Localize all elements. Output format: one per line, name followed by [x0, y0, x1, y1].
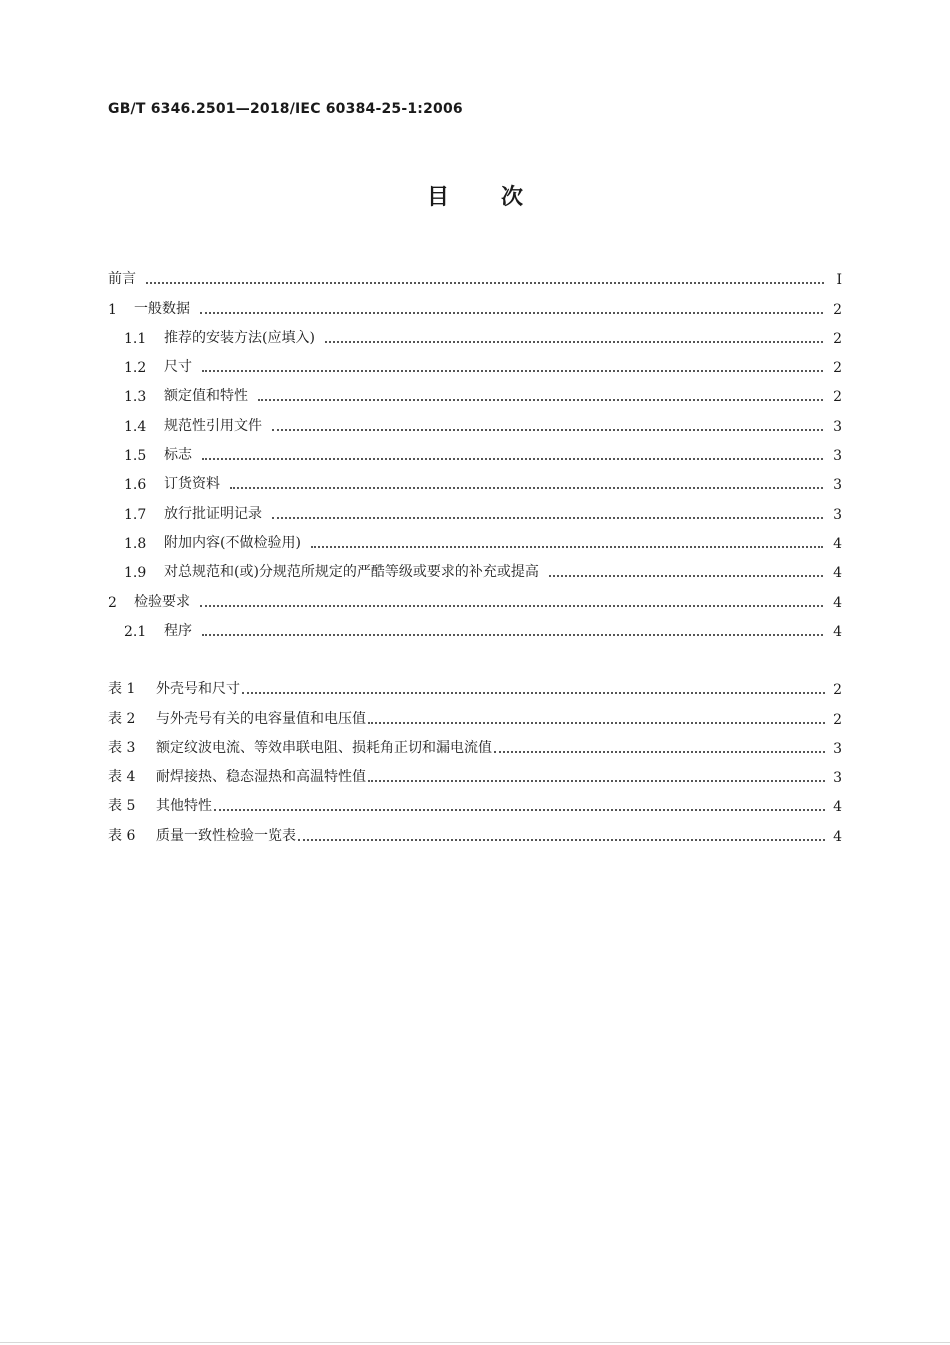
toc-entry-number: 1.6	[124, 477, 147, 494]
toc-entry-label: 一般数据	[134, 300, 190, 317]
toc-entry-label: 前言	[108, 271, 136, 288]
toc-entry-label: 质量一致性检验一览表	[156, 827, 296, 844]
document-code	[108, 101, 463, 117]
toc-page-number: 4	[833, 565, 842, 582]
toc-page-number: 4	[833, 623, 842, 640]
toc-entry	[108, 581, 842, 610]
toc-entry-number: 1.5	[124, 448, 147, 465]
toc-page-number: 2	[833, 389, 842, 406]
toc-page-number: 3	[833, 477, 842, 494]
toc-entry-label: 额定纹波电流、等效串联电阻、损耗角正切和漏电流值	[156, 739, 492, 756]
toc-page-number: 2	[833, 330, 842, 347]
toc-tables	[108, 669, 842, 845]
toc-entry-label: 推荐的安装方法(应填入)	[164, 329, 315, 346]
toc-entry-label: 其他特性	[156, 798, 212, 815]
toc-table-entry	[108, 669, 842, 698]
toc-entry-number: 表 1	[108, 681, 136, 698]
page-title	[0, 180, 950, 211]
dot-leader	[549, 574, 823, 577]
title-char-1: 目	[426, 185, 449, 210]
toc-table-entry	[108, 757, 842, 786]
dot-leader	[200, 311, 823, 314]
dot-leader	[325, 340, 823, 343]
toc-entry-label: 耐焊接热、稳态湿热和高温特性值	[156, 769, 366, 786]
toc-table-entry	[108, 728, 842, 757]
toc-entry-label: 程序	[164, 622, 192, 639]
toc-entry	[108, 611, 842, 640]
dot-leader	[146, 281, 824, 284]
toc-page-number: 4	[833, 535, 842, 552]
toc-entry-number: 1.9	[124, 565, 147, 582]
toc-entry	[108, 552, 842, 581]
toc-entry-number: 1.1	[124, 330, 147, 347]
toc-table-entry	[108, 815, 842, 844]
dot-leader	[272, 428, 823, 431]
toc-entry	[108, 405, 842, 434]
dot-leader	[311, 545, 823, 548]
toc-entry-label: 额定值和特性	[164, 388, 248, 405]
toc-entry	[108, 493, 842, 522]
toc-entry	[108, 376, 842, 405]
dot-leader	[494, 750, 825, 753]
toc-page-number: 3	[833, 770, 842, 787]
toc-entry-label: 放行批证明记录	[164, 505, 262, 522]
toc-entry	[108, 347, 842, 376]
toc-entry-label: 检验要求	[134, 593, 190, 610]
toc-entry	[108, 288, 842, 317]
dot-leader	[258, 398, 823, 401]
dot-leader	[214, 808, 825, 811]
toc-page-number: 2	[833, 682, 842, 699]
dot-leader	[298, 838, 825, 841]
toc-page-number: 3	[833, 506, 842, 523]
toc-entry-label: 附加内容(不做检验用)	[164, 534, 301, 551]
toc-entry-number: 表 2	[108, 710, 136, 727]
toc-page-number: 3	[833, 418, 842, 435]
toc-entry-label: 规范性引用文件	[164, 417, 262, 434]
toc-entry-number: 1.8	[124, 535, 147, 552]
toc-entry	[108, 523, 842, 552]
dot-leader	[272, 516, 823, 519]
dot-leader	[202, 633, 823, 636]
toc-entry	[108, 318, 842, 347]
toc-page-number: 2	[833, 360, 842, 377]
toc-entry-label: 对总规范和(或)分规范所规定的严酷等级或要求的补充或提高	[164, 564, 539, 581]
toc-entry-label: 订货资料	[164, 476, 220, 493]
toc-page-number: Ⅰ	[836, 272, 842, 289]
standard-number: GB/T 6346.2501—2018/IEC 60384-25-1:2006	[108, 101, 463, 117]
toc-entry-number: 表 5	[108, 798, 136, 815]
toc-entry-number: 2	[108, 594, 117, 611]
toc-page-number: 3	[833, 448, 842, 465]
page-bottom-edge	[0, 1342, 950, 1343]
toc-entry-number: 1.2	[124, 360, 147, 377]
toc-entry-label: 尺寸	[164, 359, 192, 376]
toc-entry-number: 表 6	[108, 827, 136, 844]
toc-entry	[108, 435, 842, 464]
toc-entry-number: 1.7	[124, 506, 147, 523]
toc-entry-number: 1.3	[124, 389, 147, 406]
toc-entry-label: 标志	[164, 447, 192, 464]
dot-leader	[368, 721, 825, 724]
dot-leader	[242, 691, 825, 694]
dot-leader	[368, 779, 825, 782]
toc-entry	[108, 464, 842, 493]
toc-table-entry	[108, 698, 842, 727]
toc-entry-number: 2.1	[124, 623, 147, 640]
toc-sections	[108, 259, 842, 640]
toc-entry-number: 1	[108, 301, 117, 318]
toc-entry-label: 外壳号和尺寸	[156, 681, 240, 698]
toc-table-entry	[108, 786, 842, 815]
toc-entry-number: 1.4	[124, 418, 147, 435]
toc-entry-label: 与外壳号有关的电容量值和电压值	[156, 710, 366, 727]
toc-entry-number: 表 4	[108, 769, 136, 786]
dot-leader	[202, 457, 823, 460]
toc-page-number: 4	[833, 594, 842, 611]
dot-leader	[230, 486, 823, 489]
dot-leader	[200, 604, 823, 607]
dot-leader	[202, 369, 823, 372]
toc-page-number: 4	[833, 799, 842, 816]
toc-page-number: 3	[833, 740, 842, 757]
toc-page-number: 2	[833, 301, 842, 318]
toc-page-number: 2	[833, 711, 842, 728]
title-char-2: 次	[501, 185, 524, 210]
toc-entry-number: 表 3	[108, 739, 136, 756]
toc-page-number: 4	[833, 828, 842, 845]
toc-entry	[108, 259, 842, 288]
